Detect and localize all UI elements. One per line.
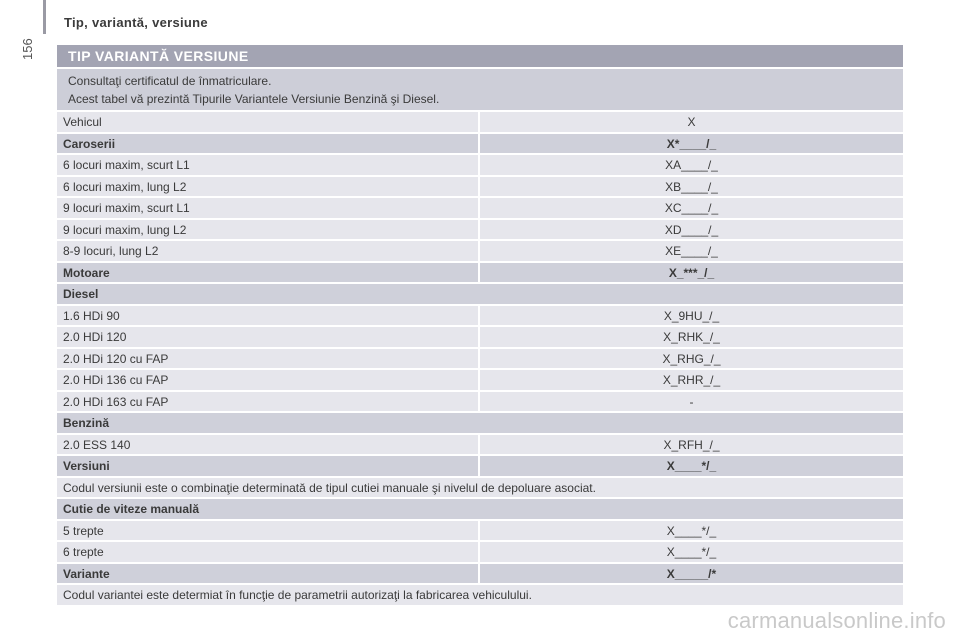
section-row — [57, 499, 903, 519]
row-code: X_9HU_/_ — [480, 306, 903, 326]
table-row — [57, 177, 903, 197]
section-row — [57, 134, 903, 154]
row-code: XB____/_ — [480, 177, 903, 197]
table-row — [57, 198, 903, 218]
row-label: 6 trepte — [57, 542, 478, 562]
row-code: XC____/_ — [480, 198, 903, 218]
note-text: Codul versiunii este o combinaţie determinată de tipul cutiei manuale şi nivelul de depoluare asociat. — [57, 478, 903, 498]
table-row — [57, 327, 903, 347]
row-label: 6 locuri maxim, scurt L1 — [57, 155, 478, 175]
page-header: Tip, variantă, versiune — [64, 15, 208, 30]
row-label: Motoare — [57, 263, 478, 283]
row-code: X____*/_ — [480, 542, 903, 562]
row-label: 8-9 locuri, lung L2 — [57, 241, 478, 261]
row-code: X_____/* — [480, 564, 903, 584]
table-row — [57, 392, 903, 412]
row-label: Versiuni — [57, 456, 478, 476]
row-code: X — [480, 112, 903, 132]
table-title: TIP VARIANTĂ VERSIUNE — [57, 45, 903, 67]
row-label: Variante — [57, 564, 478, 584]
version-table — [57, 45, 903, 605]
row-label: 2.0 HDi 120 cu FAP — [57, 349, 478, 369]
row-code: X_RHR_/_ — [480, 370, 903, 390]
table-row — [57, 220, 903, 240]
row-label: 2.0 HDi 163 cu FAP — [57, 392, 478, 412]
row-code: XA____/_ — [480, 155, 903, 175]
table-row — [57, 542, 903, 562]
row-code: X*____/_ — [480, 134, 903, 154]
table-body — [57, 112, 903, 605]
row-label: 5 trepte — [57, 521, 478, 541]
table-row — [57, 521, 903, 541]
section-row — [57, 456, 903, 476]
page-number: 156 — [20, 38, 35, 60]
section-row — [57, 564, 903, 584]
row-code: - — [480, 392, 903, 412]
row-code: X____*/_ — [480, 521, 903, 541]
table-intro — [57, 69, 903, 110]
table-row — [57, 349, 903, 369]
row-label: 9 locuri maxim, lung L2 — [57, 220, 478, 240]
margin-line — [43, 0, 46, 34]
watermark: carmanualsonline.info — [727, 608, 946, 633]
row-code: X_RFH_/_ — [480, 435, 903, 455]
row-label: 2.0 ESS 140 — [57, 435, 478, 455]
note-text: Codul variantei este determiat în funcţie de parametrii autorizaţi la fabricarea vehiculului. — [57, 585, 903, 605]
row-code: X_RHK_/_ — [480, 327, 903, 347]
table-row — [57, 435, 903, 455]
row-label: 9 locuri maxim, scurt L1 — [57, 198, 478, 218]
table-row — [57, 306, 903, 326]
section-row — [57, 284, 903, 304]
table-row — [57, 370, 903, 390]
row-label: 2.0 HDi 136 cu FAP — [57, 370, 478, 390]
row-label: Vehicul — [57, 112, 478, 132]
note-row — [57, 585, 903, 605]
row-code: X____*/_ — [480, 456, 903, 476]
section-label: Cutie de viteze manuală — [57, 499, 903, 519]
section-row — [57, 263, 903, 283]
row-label: Caroserii — [57, 134, 478, 154]
table-row — [57, 155, 903, 175]
section-row — [57, 413, 903, 433]
intro-line: Acest tabel vă prezintă Tipurile Variantele Versiunie Benzină şi Diesel. — [68, 92, 440, 106]
note-row — [57, 478, 903, 498]
table-row — [57, 112, 903, 132]
row-code: X_***_/_ — [480, 263, 903, 283]
row-code: XD____/_ — [480, 220, 903, 240]
section-label: Diesel — [57, 284, 903, 304]
row-label: 2.0 HDi 120 — [57, 327, 478, 347]
section-label: Benzină — [57, 413, 903, 433]
table-row — [57, 241, 903, 261]
row-code: X_RHG_/_ — [480, 349, 903, 369]
row-label: 1.6 HDi 90 — [57, 306, 478, 326]
intro-line: Consultaţi certificatul de înmatriculare. — [68, 74, 272, 88]
row-label: 6 locuri maxim, lung L2 — [57, 177, 478, 197]
row-code: XE____/_ — [480, 241, 903, 261]
